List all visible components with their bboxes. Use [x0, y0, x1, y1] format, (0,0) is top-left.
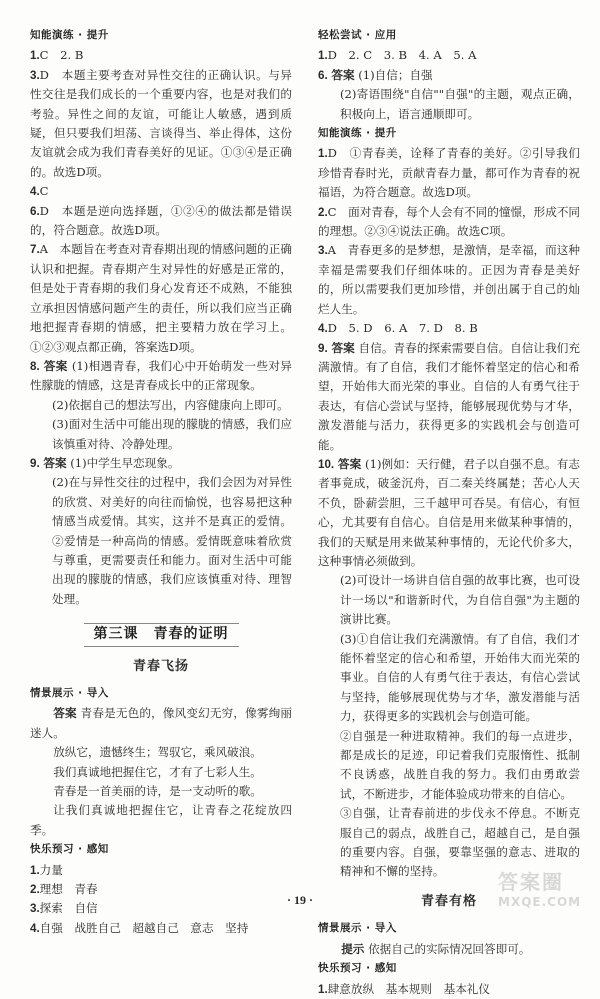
- answer-paragraph: [30, 396, 292, 415]
- answer-label: 答案: [43, 358, 68, 373]
- item-text: (2)依据自己的想法写出，内容健康向上即可。: [52, 397, 289, 412]
- item-number: 4.: [30, 921, 40, 935]
- answer-item: [30, 454, 292, 473]
- answer-paragraph: [318, 940, 580, 959]
- answer-item: [318, 339, 580, 455]
- section-header: 知能演练 · 提升: [318, 127, 397, 140]
- item-number: 1.: [318, 147, 328, 161]
- answer-item: [318, 241, 580, 319]
- item-text: 依据自己的实际情况回答即可。: [368, 941, 531, 956]
- item-text: A 青春更多的是梦想，是激情，是幸福，而这种幸福是需要我们仔细体味的。正因为青春是美好的，所以需要我们更加珍惜，并创出属于自己的灿烂人生。: [318, 243, 580, 316]
- item-text: ②自强是一种进取精神。我们的每一点进步，都是成长的足迹，印记着我们克服惰性、抵制不良诱惑，战胜自我的努力。我们由勇敢尝试，不断进步，才能体验成功带来的自信心。: [340, 728, 580, 801]
- answer-item: [30, 357, 292, 396]
- answer-item: [318, 319, 580, 338]
- watermark-line1: 答案圈: [498, 870, 564, 894]
- answer-paragraph: [318, 571, 580, 629]
- answer-item: [318, 203, 580, 242]
- answer-item: [30, 240, 292, 356]
- answer-paragraph: [30, 704, 292, 743]
- answer-item: [30, 861, 292, 880]
- section-header: 情景展示 · 导入: [318, 922, 397, 935]
- watermark-line2: MXQE.COM: [498, 895, 582, 909]
- right-column: [318, 26, 580, 999]
- section-header: 快乐预习 · 感知: [30, 843, 109, 856]
- answer-paragraph: [318, 727, 580, 805]
- item-text: A 本题旨在考查对青春期出现的情感问题的正确认识和把握。青春期产生对异性的好感是正常的，但是处于青春期的我们身心发育还不成熟，不能独立承担因情感问题产生的责任，所以我们应当正确地把握青春期的情感，把主要精力放在学习上。①②③观点都正确，答案选D项。: [30, 242, 292, 354]
- item-number: 4.: [318, 322, 328, 336]
- subsection-title: 青春有格: [420, 893, 477, 909]
- answer-item: [318, 66, 580, 85]
- item-text: (1)例如：天行健，君子以自强不息。有志者事竟成，破釜沉舟，百二秦关终属楚；苦心人天不负，卧薪尝胆，三千越甲可吞吴。有信心，有恒心，尤其要有自信心。自信是用来做某种事情的，我们的天赋是用来做某种事情的，无论代价多大，这种事情必须做到。: [318, 456, 580, 568]
- section-header: 知能演练 · 提升: [30, 29, 109, 41]
- item-number: 8.: [30, 359, 40, 373]
- item-text: 探索 自信: [39, 901, 98, 916]
- answer-paragraph: [30, 801, 292, 840]
- item-number: 1.: [30, 863, 40, 877]
- answer-paragraph: [318, 630, 580, 727]
- section-header: 快乐预习 · 感知: [318, 962, 397, 975]
- subsection-title: 青春飞扬: [132, 658, 189, 674]
- answer-paragraph: [30, 415, 292, 454]
- item-text: 让我们真诚地把握住它，让青春之花绽放四季。: [30, 803, 292, 837]
- answer-item: [30, 46, 292, 65]
- answer-paragraph: [318, 85, 580, 124]
- answer-label: 答案: [337, 456, 362, 471]
- answer-item: [318, 46, 580, 65]
- item-number: 2.: [30, 883, 40, 897]
- item-text: D 5. D 6. A 7. D 8. B: [327, 321, 478, 336]
- item-text: 自强 战胜自己 超越自己 意志 坚持: [39, 920, 249, 935]
- answer-item: [318, 980, 580, 999]
- item-text: (1)相遇青春，我们心中开始萌发一些对异性朦胧的情感，这是青春成长中的正常现象。: [30, 358, 292, 393]
- answer-paragraph: [30, 782, 292, 801]
- item-text: (2)在与异性交往的过程中，我们会因为对异性的欣赏、对美好的向往而愉悦，也容易把这种情感当成爱情。其实，这并不是真正的爱情。②爱情是一种高尚的情感。爱情既意味着欣赏与尊重，更需要责任和能力。面对生活中可能出现的朦胧的情感，我们应该慎重对待、理智处理。: [52, 475, 292, 606]
- answer-item: [318, 144, 580, 202]
- item-number: 2.: [318, 205, 328, 219]
- item-text: 力量: [39, 862, 63, 877]
- item-text: C 面对青春，每个人会有不同的憧憬，形成不同的理想。②③④说法正确。故选C项。: [318, 204, 581, 239]
- item-number: 6.: [318, 68, 328, 82]
- item-text: (3)面对生活中可能出现的朦胧的情感，我们应该慎重对待、冷静处理。: [52, 417, 292, 451]
- answer-label: 答案: [53, 706, 77, 721]
- item-number: 6.: [30, 204, 40, 218]
- item-number: 3.: [30, 902, 40, 916]
- answer-label: 提示: [341, 941, 365, 956]
- item-number: 1.: [30, 49, 40, 63]
- item-text: 放纵它，遗憾终生；驾驭它，乘风破浪。: [53, 745, 262, 760]
- item-text: 青春是无色的，像风变幻无穷，像雾绚丽迷人。: [30, 706, 292, 740]
- item-text: C 2. B: [39, 48, 84, 63]
- item-number: 4.: [30, 185, 40, 199]
- lesson-title: [30, 623, 292, 646]
- answer-item: [30, 66, 292, 182]
- answer-item: [30, 182, 292, 201]
- left-column: [30, 26, 292, 938]
- answer-item: [30, 919, 292, 938]
- item-text: 我们真诚地把握住它，才有了七彩人生。: [53, 764, 262, 779]
- item-text: 自信。青春的探索需要自信。自信让我们充满激情。有了自信，我们才能怀着坚定的信心和希望，开始伟大而光荣的事业。自信的人有勇气往于表达，有信心尝试与坚持，能够展现优势与才华，激发潜能与活力，获得更多的实践机会与创造可能。: [318, 340, 581, 452]
- section-header: 情景展示 · 导入: [30, 687, 109, 699]
- answer-label: 答案: [331, 67, 355, 82]
- item-text: 理想 青春: [39, 882, 98, 897]
- answer-item: [318, 455, 580, 571]
- item-text: (2)寄语围绕"自信""自强"的主题，观点正确，积极向上，语言通顺即可。: [340, 87, 580, 121]
- item-text: D 2. C 3. B 4. A 5. A: [327, 48, 477, 63]
- section-header: 轻松尝试 · 应用: [318, 29, 397, 41]
- item-text: ③自强，让青春前进的步伐永不停息。不断克服自己的弱点，战胜自己，超越自己，是自强的重要内容。自强，要靠坚强的意志、进取的精神和不懈的坚持。: [340, 806, 580, 879]
- item-text: (3)①自信让我们充满激情。有了自信，我们才能怀着坚定的信心和希望，开始伟大而光荣的事业。自信的人有勇气往于表达，有信心尝试与坚持，能够展现优势与才华，激发潜能与活力，获得更多的实践机会与创造可能。: [340, 631, 580, 724]
- answer-item: [30, 202, 292, 241]
- answer-paragraph: [30, 763, 292, 782]
- item-number: 3.: [318, 244, 328, 258]
- item-number: 10.: [318, 457, 335, 471]
- item-number: 3.: [30, 68, 40, 82]
- item-number: 7.: [30, 243, 40, 257]
- lesson-title-text: 第三课 青春的证明: [84, 623, 239, 646]
- answer-paragraph: [30, 473, 292, 609]
- item-text: C: [39, 184, 49, 199]
- item-text: 肆意放纵 基本规则 基本礼仪: [327, 981, 490, 996]
- item-text: D 本题是逆向选择题，①②④的做法都是错误的，符合题意。故选D项。: [30, 203, 292, 238]
- watermark-logo: [498, 866, 586, 910]
- item-number: 9.: [30, 456, 40, 470]
- item-text: (1)自信；自强: [358, 67, 433, 82]
- item-text: (1)中学生早恋现象。: [70, 455, 180, 470]
- item-text: D ①青春美，诠释了青春的美好。②引导我们珍惜青春时光，贡献青春力量，都可作为青春的祝福语，为符合题意。故选D项。: [318, 146, 580, 200]
- item-text: (2)可设计一场讲自信自强的故事比赛，也可设计一场以"和谐新时代，为自信自强"为主题的演讲比赛。: [340, 573, 580, 627]
- item-text: D 本题主要考查对异性交往的正确认识。与异性交往是我们成长的一个重要内容，也是对我们的考验。异性之间的友谊，可能让人敏感，遇到质疑，但只要我们坦荡、言谈得当、举止得体，这份友谊就会成为我们青春美好的见证。①③④是正确的。故选D项。: [30, 67, 292, 179]
- item-number: 1.: [318, 982, 328, 996]
- answer-label: 答案: [43, 455, 67, 470]
- page-number: · 19 ·: [286, 893, 313, 907]
- item-number: 9.: [318, 341, 328, 355]
- item-text: 青春是一首美丽的诗，是一支动听的歌。: [53, 784, 262, 799]
- item-number: 1.: [318, 49, 328, 63]
- answer-paragraph: [30, 743, 292, 762]
- answer-label: 答案: [331, 340, 355, 355]
